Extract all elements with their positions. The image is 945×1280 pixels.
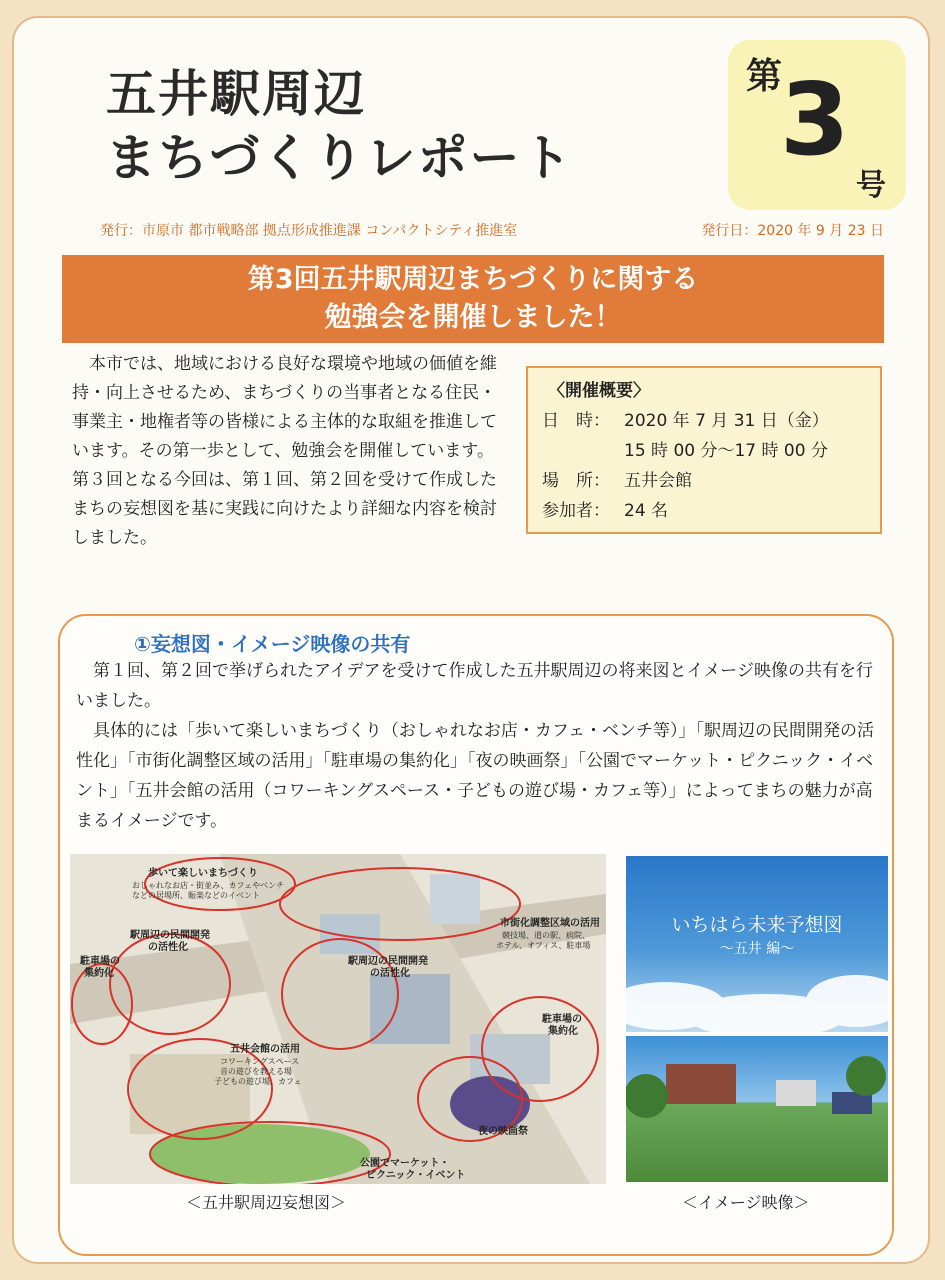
future-map-illustration <box>70 854 606 1184</box>
place-label: 場 所： <box>542 471 610 491</box>
issue-number: 3 <box>780 61 850 178</box>
map-label-private-mid: の活性化 <box>370 968 410 979</box>
map-label-hall: 五井会館の活用 <box>230 1044 300 1055</box>
newsletter-page <box>12 16 930 1264</box>
headline-banner <box>62 255 884 343</box>
video-cover-title: いちはら未来予想図 <box>671 914 843 936</box>
intro-paragraph: 本市では、地域における良好な環境や地域の価値を維持・向上させるため、まちづくりの当事者となる住民・事業主・地権者等の皆様による主体的な取組を推進しています。その第一歩として、勉強会を開催しています。第３回となる今回は、第１回、第２回を受けて作成したまちの妄想図を基に実践に向けたより詳細な内容を検討しました。 <box>72 354 497 548</box>
section-title: ①妄想図・イメージ映像の共有 <box>134 632 411 656</box>
headline-line-2: 勉強会を開催しました！ <box>324 302 622 333</box>
map-park-lawn <box>150 1124 370 1184</box>
map-label-hall-sub: 音の遊びを教える場 <box>220 1067 292 1076</box>
map-station-building <box>370 974 450 1044</box>
map-hall-building <box>130 1054 250 1134</box>
map-label-hall-sub: 子どもの遊び場、カフェ <box>214 1077 302 1086</box>
section-paragraph-1: 第１回、第２回で挙げられたアイデアを受けて作成した五井駅周辺の将来図とイメージ映像の共有を行いました。 <box>76 661 873 711</box>
map-label-urban-sub: 競技場、道の駅、病院、 <box>502 931 590 940</box>
map-label-hall-sub: コワーキングスペース <box>220 1057 300 1066</box>
event-summary-box <box>526 366 882 534</box>
map-label-parking-left: 集約化 <box>84 968 114 979</box>
map-label-walk-sub: などの居場所、賑楽などのイベント <box>132 891 260 900</box>
map-label-parking-left: 駐車場の <box>80 956 120 967</box>
map-caption: ＜五井駅周辺妄想図＞ <box>186 1193 347 1212</box>
map-building <box>430 874 480 924</box>
date-label: 日 時： <box>542 411 610 431</box>
map-label-walk-sub: おしゃれなお店・街並み、カフェやベンチ <box>132 881 285 890</box>
attendees-label: 参加者： <box>542 501 610 521</box>
map-label-parking-right: 駐車場の <box>542 1014 582 1025</box>
summary-attendees-row <box>542 496 866 526</box>
map-label-urban-sub: ホテル、オフィス、駐車場 <box>496 941 591 950</box>
map-label-parking-right: 集約化 <box>548 1026 578 1037</box>
publisher: 発行：市原市 都市戦略部 拠点形成推進課 コンパクトシティ推進室 <box>100 223 518 239</box>
attendees-value: 24 名 <box>624 501 669 521</box>
issue-prefix: 第 <box>746 56 783 97</box>
map-label-park: 公園でマーケット・ <box>360 1158 450 1169</box>
video-still-image <box>626 1036 888 1182</box>
map-label-park: ピクニック・イベント <box>366 1170 466 1181</box>
publish-date: 発行日：2020 年 9 月 23 日 <box>701 223 884 239</box>
map-label-movie: 夜の映画祭 <box>478 1126 528 1137</box>
title-line-2: まちづくりレポート <box>106 129 574 187</box>
date-value: 2020 年 7 月 31 日（金） <box>624 411 829 431</box>
time-value: 15 時 00 分～17 時 00 分 <box>624 441 828 461</box>
map-label-private-left: の活性化 <box>148 942 188 953</box>
summary-place-row <box>542 466 866 496</box>
issue-suffix: 号 <box>856 168 886 203</box>
video-still-shapes <box>626 1036 888 1182</box>
headline-line-1: 第3回五井駅周辺まちづくりに関する <box>247 264 699 295</box>
video-caption: ＜イメージ映像＞ <box>682 1193 810 1212</box>
map-label-private-left: 駅周辺の民間開発 <box>130 930 210 941</box>
summary-time-row <box>542 436 866 466</box>
map-label-urban: 市街化調整区域の活用 <box>500 918 600 929</box>
map-label-walk: 歩いて楽しいまちづくり <box>148 868 258 879</box>
map-label-private-mid: 駅周辺の民間開発 <box>348 956 428 967</box>
summary-heading: 〈開催概要〉 <box>548 381 650 401</box>
section-body <box>76 656 884 836</box>
future-map-svg <box>70 854 606 1184</box>
place-value: 五井会館 <box>624 471 692 491</box>
video-cover-subtitle: ～五井 編～ <box>719 941 795 957</box>
section-panel <box>58 614 894 1256</box>
page-title <box>106 62 574 190</box>
summary-date-row <box>542 406 866 436</box>
section-paragraph-2: 具体的には「歩いて楽しいまちづくり（おしゃれなお店・カフェ・ベンチ等）」「駅周辺の民間開発の活性化」「市街化調整区域の活用」「駐車場の集約化」「夜の映画祭」「公園でマーケット・ピクニック・イベント」「五井会館の活用（コワーキングスペース・子どもの遊び場・カフェ等）」によってまちの魅力が高まるイメージです。 <box>76 721 874 831</box>
video-cover-image <box>626 856 888 1032</box>
title-line-1: 五井駅周辺 <box>106 65 366 123</box>
issue-badge <box>728 40 906 210</box>
